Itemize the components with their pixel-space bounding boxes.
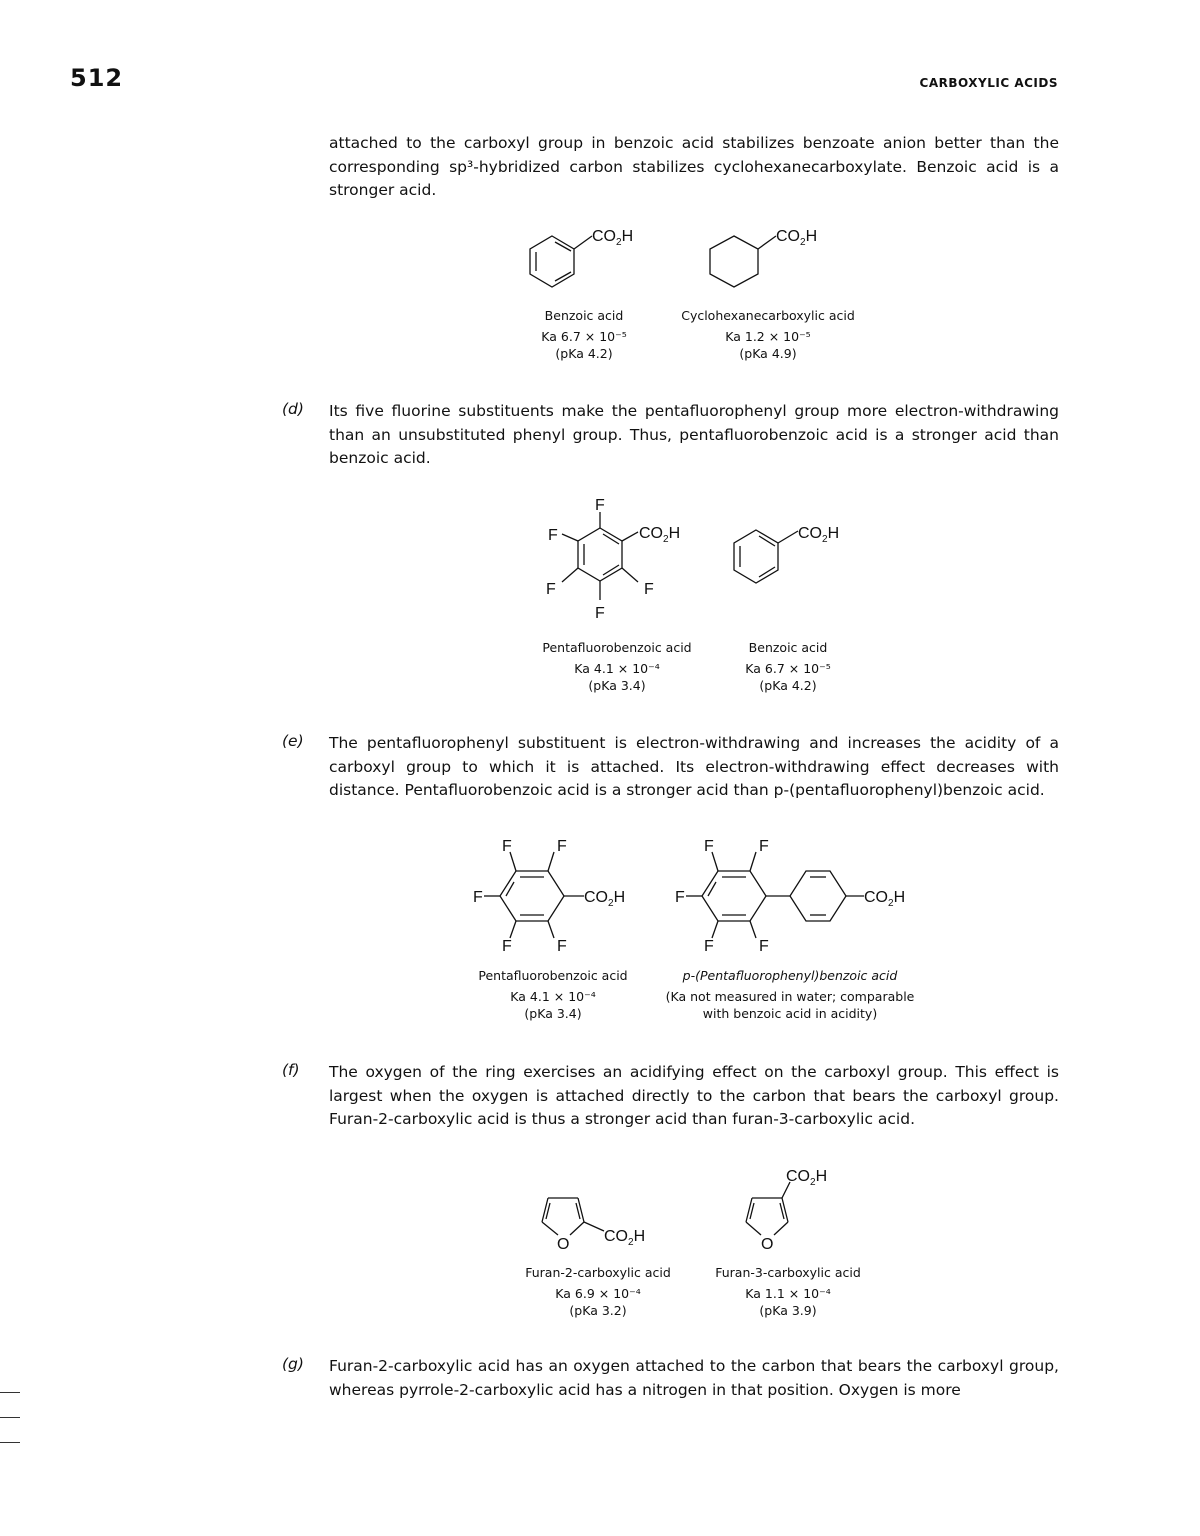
caption-furan-3-carboxylic-acid: Furan-3-carboxylic acid Ka 1.1 × 10⁻⁴ (pKa 3.9) (715, 1265, 861, 1318)
fluorine-label: F (759, 838, 769, 855)
item-marker-e: (e) (282, 732, 304, 750)
fluorine-label: F (704, 938, 714, 955)
co2h-label: $CO_2H$ (864, 889, 906, 909)
structure-pentafluorophenylbenzoic-acid (672, 834, 932, 958)
fluorine-label: F (704, 838, 714, 855)
paragraph-d: Its five fluorine substituents make the pentafluorophenyl group more electron-withdrawing than an unsubstituted phenyl group. Thus, pentafluorobenzoic acid is a stronger acid than benzoic acid. (329, 402, 1059, 467)
margin-mark (0, 1417, 20, 1418)
fluorine-label: F (675, 889, 685, 906)
item-marker-g: (g) (282, 1355, 304, 1373)
structure-furan-3-carboxylic-acid (728, 1160, 888, 1256)
fluorine-label: F (473, 889, 483, 906)
fluorine-label: F (557, 838, 567, 855)
fluorine-label: F (502, 838, 512, 855)
co2h-label: $CO_2H$ (776, 228, 818, 248)
paragraph-g: Furan-2-carboxylic acid has an oxygen attached to the carbon that bears the carboxyl group, whereas pyrrole-2-carboxylic acid has a nitrogen in that position. Oxygen is more (329, 1357, 1059, 1399)
item-marker-d: (d) (282, 400, 304, 418)
margin-mark (0, 1392, 20, 1393)
co2h-label: $CO_2H$ (639, 525, 681, 545)
structure-benzoic-acid-1 (520, 222, 680, 302)
oxygen-label: O (761, 1236, 774, 1253)
structure-cyclohexanecarboxylic-acid (700, 222, 860, 302)
co2h-label: $CO_2H$ (592, 228, 634, 248)
structure-pentafluorobenzoic-acid-1 (540, 492, 700, 624)
oxygen-label: O (557, 1236, 570, 1253)
fluorine-label: F (595, 605, 605, 622)
caption-pentafluorobenzoic-acid-1: Pentafluorobenzoic acid Ka 4.1 × 10⁻⁴ (pKa 3.4) (542, 640, 692, 693)
paragraph-e: The pentafluorophenyl substituent is electron-withdrawing and increases the acidity of a carboxyl group to which it is attached. Its electron-withdrawing effect decreases with distance. Pentafluorobenzoic acid is a stronger acid than p-(pentafluorophenyl)benzoic acid. (329, 734, 1059, 799)
co2h-label: $CO_2H$ (584, 889, 626, 909)
fluorine-label: F (546, 581, 556, 598)
paragraph-f: The oxygen of the ring exercises an acidifying effect on the carboxyl group. This effect is largest when the oxygen is attached directly to the carbon that bears the carboxyl group. Furan-2-carboxylic acid is thus a stronger acid than furan-3-carboxylic acid. (329, 1063, 1059, 1128)
fluorine-label: F (548, 527, 558, 544)
fluorine-label: F (557, 938, 567, 955)
caption-furan-2-carboxylic-acid: Furan-2-carboxylic acid Ka 6.9 × 10⁻⁴ (pKa 3.2) (525, 1265, 671, 1318)
co2h-label: $CO_2H$ (604, 1228, 646, 1248)
caption-pentafluorobenzoic-acid-2: Pentafluorobenzoic acid Ka 4.1 × 10⁻⁴ (pKa 3.4) (478, 968, 628, 1021)
margin-mark (0, 1442, 20, 1443)
caption-cyclohexanecarboxylic-acid: Cyclohexanecarboxylic acid Ka 1.2 × 10⁻⁵ (pKa 4.9) (681, 308, 855, 361)
co2h-label: $CO_2H$ (798, 525, 840, 545)
running-head: CARBOXYLIC ACIDS (919, 76, 1058, 90)
caption-benzoic-acid-1: Benzoic acid Ka 6.7 × 10⁻⁵ (pKa 4.2) (541, 308, 627, 361)
caption-pentafluorophenylbenzoic-acid: p-(Pentafluorophenyl)benzoic acid (Ka not measured in water; comparable with benzoic acid in acidity) (665, 968, 915, 1021)
fluorine-label: F (595, 497, 605, 514)
structure-benzoic-acid-2 (724, 520, 884, 600)
paragraph-c-continued: attached to the carboxyl group in benzoic acid stabilizes benzoate anion better than the corresponding sp³-hybridized carbon stabilizes cyclohexanecarboxylate. Benzoic acid is a stronger acid. (329, 134, 1059, 199)
fluorine-label: F (759, 938, 769, 955)
fluorine-label: F (644, 581, 654, 598)
structure-pentafluorobenzoic-acid-2 (470, 834, 640, 958)
caption-benzoic-acid-2: Benzoic acid Ka 6.7 × 10⁻⁵ (pKa 4.2) (745, 640, 831, 693)
page-number: 512 (70, 64, 124, 92)
structure-furan-2-carboxylic-acid (528, 1186, 688, 1256)
co2h-label: $CO_2H$ (786, 1168, 828, 1188)
fluorine-label: F (502, 938, 512, 955)
item-marker-f: (f) (282, 1061, 300, 1079)
